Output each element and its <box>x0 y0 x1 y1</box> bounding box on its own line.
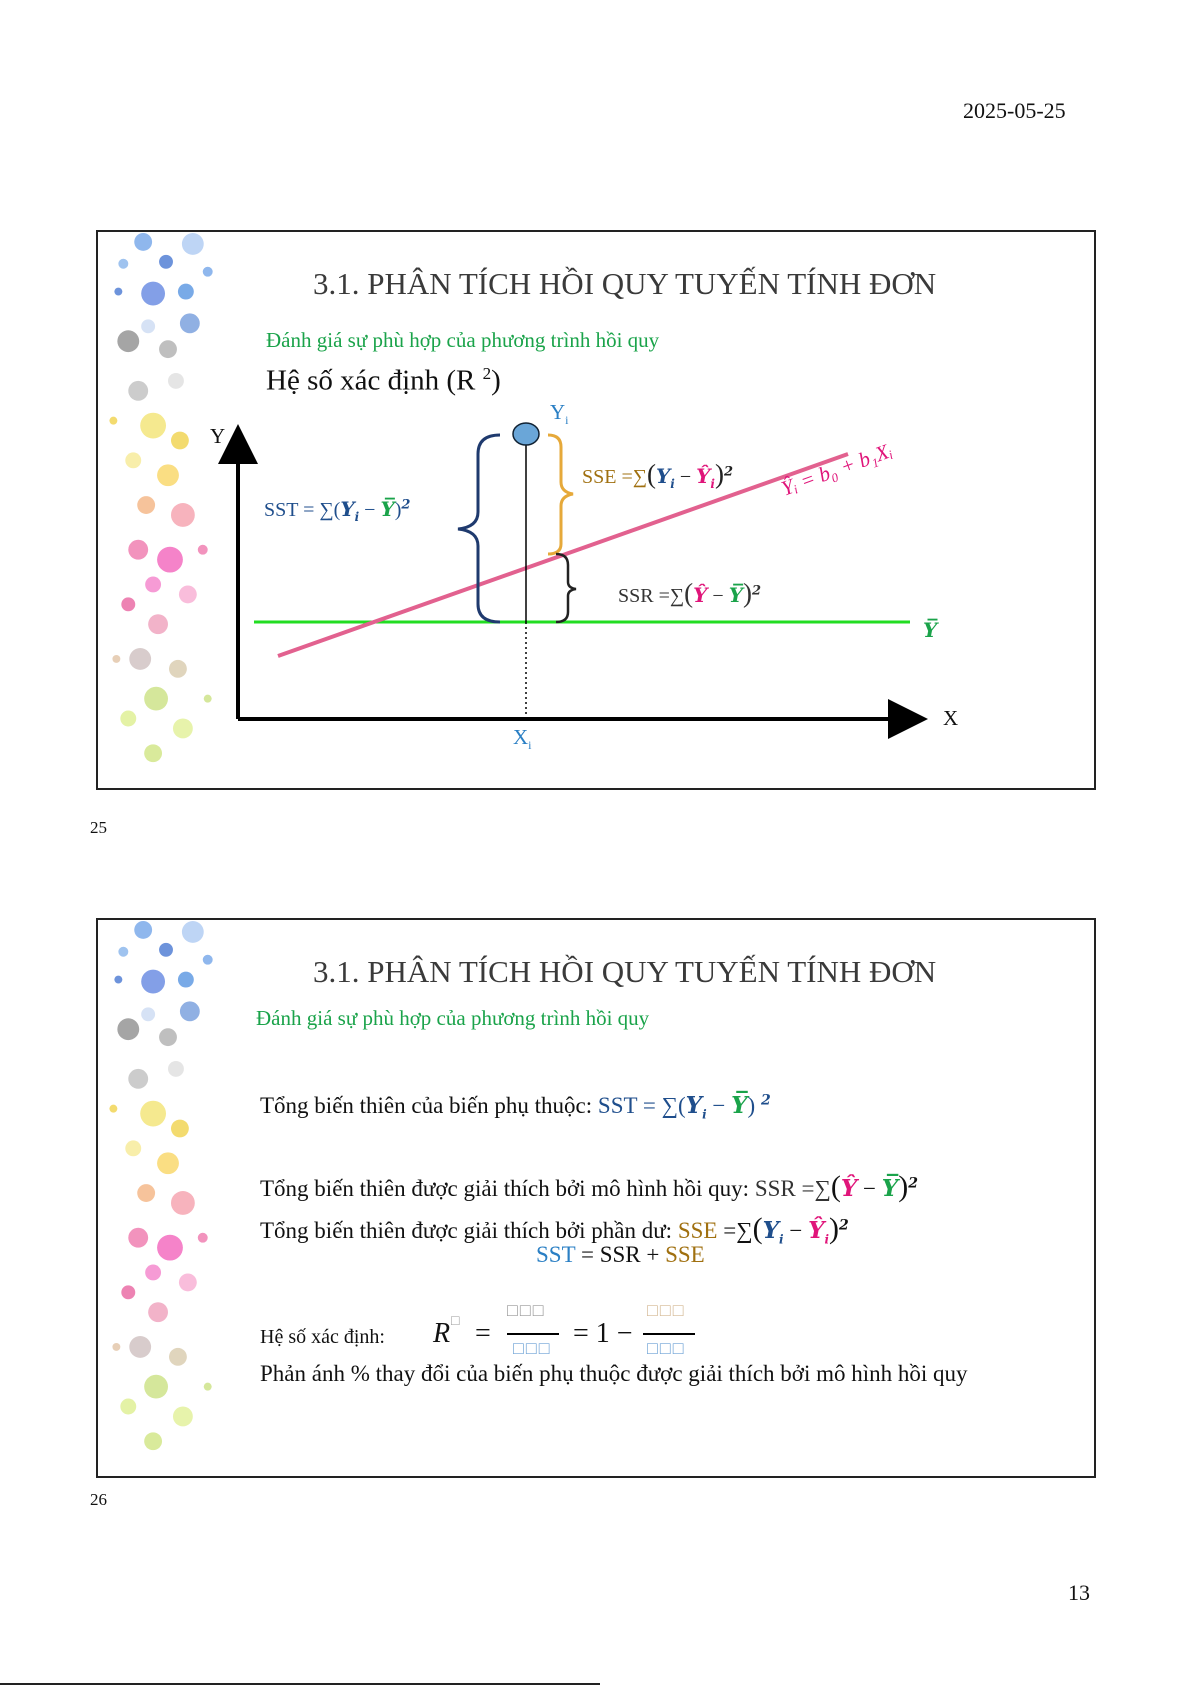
ssr-text: SSR =∑ <box>618 585 685 607</box>
yi-label <box>550 400 569 428</box>
yi-sub: i <box>565 413 569 428</box>
xi-label <box>513 725 532 753</box>
sse-definition: Tổng biến thiên được giải thích bởi phần dư: SSE $=\sum(Y_i$ − $Ŷ_i)^2$ <box>260 1212 849 1247</box>
sst-text: SST = ∑( <box>264 499 341 521</box>
sst-definition-text: Tổng biến thiên của biến phụ thuộc: <box>260 1093 598 1118</box>
ssr-formula: SSR =∑(Ŷ − Y̅)$^2$ <box>618 578 762 608</box>
sse-brace <box>548 435 573 554</box>
page-number: 13 <box>1068 1580 1090 1605</box>
xi-sub: i <box>528 738 532 753</box>
heading-text: Hệ số xác định (R <box>266 364 476 397</box>
bubble-decoration <box>98 920 238 1476</box>
ssr-brace <box>556 554 576 622</box>
heading-sup: 2 <box>482 364 492 383</box>
slide-subtitle: Đánh giá sự phù hợp của phương trình hồi quy <box>266 328 660 352</box>
identity-sse: SSE <box>665 1242 705 1267</box>
sse-text: SSE =∑ <box>582 466 647 488</box>
yi-text: Y <box>550 400 566 424</box>
ybar-label: Y̅ <box>923 618 938 642</box>
ssr-term: SSR =∑ <box>754 1176 831 1201</box>
r2-label: Hệ số xác định: <box>260 1326 385 1348</box>
slide-number-26: 26 <box>90 1490 107 1509</box>
sst-term: SST <box>597 1093 638 1118</box>
r2-formula: R □ = □□□ □□□ = 1 − □□□ □□□ <box>433 1300 763 1366</box>
x-axis-label: X <box>943 706 959 730</box>
regression-equation: Ŷᵢ = b₀ + b₁Xᵢ <box>778 438 896 501</box>
identity-sst: SST <box>536 1242 576 1267</box>
sse-term: SSE <box>677 1218 718 1243</box>
r2-description: Phản ánh % thay đổi của biến phụ thuộc được giải thích bởi mô hình hồi quy <box>260 1361 968 1386</box>
slide-title: 3.1. PHÂN TÍCH HỒI QUY TUYẾN TÍNH ĐƠN <box>313 954 937 989</box>
ssr-definition: Tổng biến thiên được giải thích bởi mô hình hồi quy: SSR =∑(Ŷ − Y̅)$^2$ <box>260 1170 918 1203</box>
identity-mid: = SSR + <box>575 1242 666 1267</box>
page-date: 2025-05-25 <box>963 98 1066 123</box>
slide-title: 3.1. PHÂN TÍCH HỒI QUY TUYẾN TÍNH ĐƠN <box>313 266 937 301</box>
sst-definition: Tổng biến thiên của biến phụ thuộc: SST = $\sum(Y_i$ − Y̅) $^2$ <box>260 1092 771 1122</box>
slide-25 <box>96 230 1096 790</box>
sse-definition-text: Tổng biến thiên được giải thích bởi phần dư: <box>260 1218 678 1243</box>
sse-formula: SSE $=\sum(Y_i$ − $Ŷ_i)^2$ <box>582 459 734 491</box>
observed-point <box>513 423 539 445</box>
sst-formula: SST = $\sum(Y_i$ − Y̅)$^2$ <box>264 497 411 524</box>
sst-brace <box>458 435 500 622</box>
heading-close: ) <box>491 364 501 397</box>
sum-of-squares-identity <box>536 1242 705 1268</box>
ssr-definition-text: Tổng biến thiên được giải thích bởi mô hình hồi quy: <box>260 1176 755 1201</box>
slide-subtitle: Đánh giá sự phù hợp của phương trình hồi quy <box>256 1006 650 1030</box>
xi-text: X <box>513 725 529 749</box>
slide-26 <box>96 918 1096 1478</box>
y-axis-label: Y <box>210 424 226 448</box>
slide-number-25: 25 <box>90 818 107 837</box>
